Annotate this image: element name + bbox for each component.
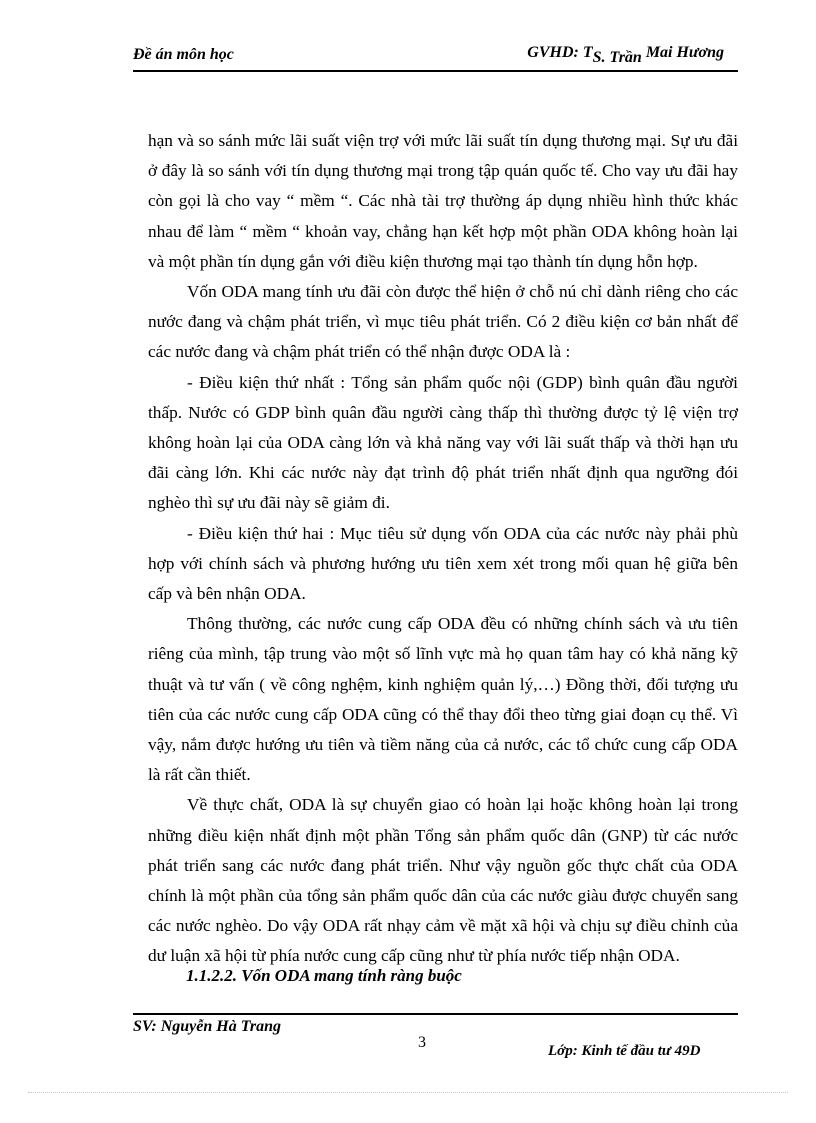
footer-rule [133,1013,738,1015]
paragraph-5: Thông thường, các nước cung cấp ODA đều có những chính sách và ưu tiên riêng của mình, tập trung vào một số lĩnh vực mà họ quan tâm hay có khả năng kỹ thuật và tư vấn ( về công nghệm, kinh nghiệm quản lý,…) Đồng thời, đối tượng ưu tiên của các nước cung cấp ODA cũng có thể thay đổi theo từng giai đoạn cụ thể. Vì vậy, nắm được hướng ưu tiên và tiềm năng của cả nước, các tổ chức cung cấp ODA là rất cần thiết. [148,614,738,785]
paragraph-6: Về thực chất, ODA là sự chuyển giao có hoàn lại hoặc không hoàn lại trong những điều kiện nhất định một phần Tổng sản phẩm quốc dân (GNP) từ các nước phát triển sang các nước đang phát triển. Như vậy nguồn gốc thực chất của ODA chính là một phần của tổng sản phẩm quốc dân của các nước giàu được chuyển sang các nước nghèo. Do vậy ODA rất nhạy cảm về mặt xã hội và chịu sự điều chỉnh của dư luận xã hội từ phía nước cung cấp cũng như từ phía nước tiếp nhận ODA. [148,795,738,966]
header-supervisor-prefix: GVHD: T [527,44,593,61]
paragraph-2: Vốn ODA mang tính ưu đãi còn được thể hiện ở chỗ nú chỉ dành riêng cho các nước đang và chậm phát triển, vì mục tiêu phát triển. Có 2 điều kiện cơ bản nhất để các nước đang và chậm phát triển có thể nhận được ODA là : [148,282,738,362]
page-number: 3 [418,1034,426,1051]
header-supervisor-name-part2: Mai Hương [641,44,724,61]
paragraph-3: - Điều kiện thứ nhất : Tổng sản phẩm quốc nội (GDP) bình quân đầu người thấp. Nước có GDP bình quân đầu người càng thấp thì thường được tỷ lệ viện trợ không hoàn lại của ODA càng lớn và khả năng vay với lãi suất thấp và thời hạn ưu đãi càng lớn. Khi các nước này đạt trình độ phát triển nhất định qua ngưỡng đói nghèo thì sự ưu đãi này sẽ giảm đi. [148,372,738,513]
section-heading: 1.1.2.2. Vốn ODA mang tính ràng buộc [186,966,462,985]
paragraph-4: - Điều kiện thứ hai : Mục tiêu sử dụng vốn ODA của các nước này phải phù hợp với chính sách và phương hướng ưu tiên xem xét trong mối quan hệ giữa bên cấp và bên nhận ODA. [148,523,738,604]
paragraph-1: hạn và so sánh mức lãi suất viện trợ với mức lãi suất tín dụng thương mại. Sự ưu đãi ở đây là so sánh với tín dụng thương mại trong tập quán quốc tế. Cho vay ưu đãi hay còn gọi là cho vay “ mềm “. Các nhà tài trợ thường áp dụng nhiều hình thức khác nhau để làm “ mềm “ khoản vay, chẳng hạn kết hợp một phần ODA không hoàn lại và một phần tín dụng gắn với điều kiện thương mại tạo thành tín dụng hỗn hợp. [148,131,738,271]
header-supervisor [527,44,724,66]
footer-student: SV: Nguyễn Hà Trang [133,1018,282,1035]
body-text [148,126,738,972]
page-header [133,44,738,70]
page-edge-dotted-line [28,1092,788,1093]
footer-class: Lớp: Kinh tế đầu tư 49D [548,1043,701,1059]
header-course-title: Đề án môn học [133,46,234,63]
header-rule [133,70,738,72]
header-supervisor-name-part1: S. Trần [592,49,642,66]
